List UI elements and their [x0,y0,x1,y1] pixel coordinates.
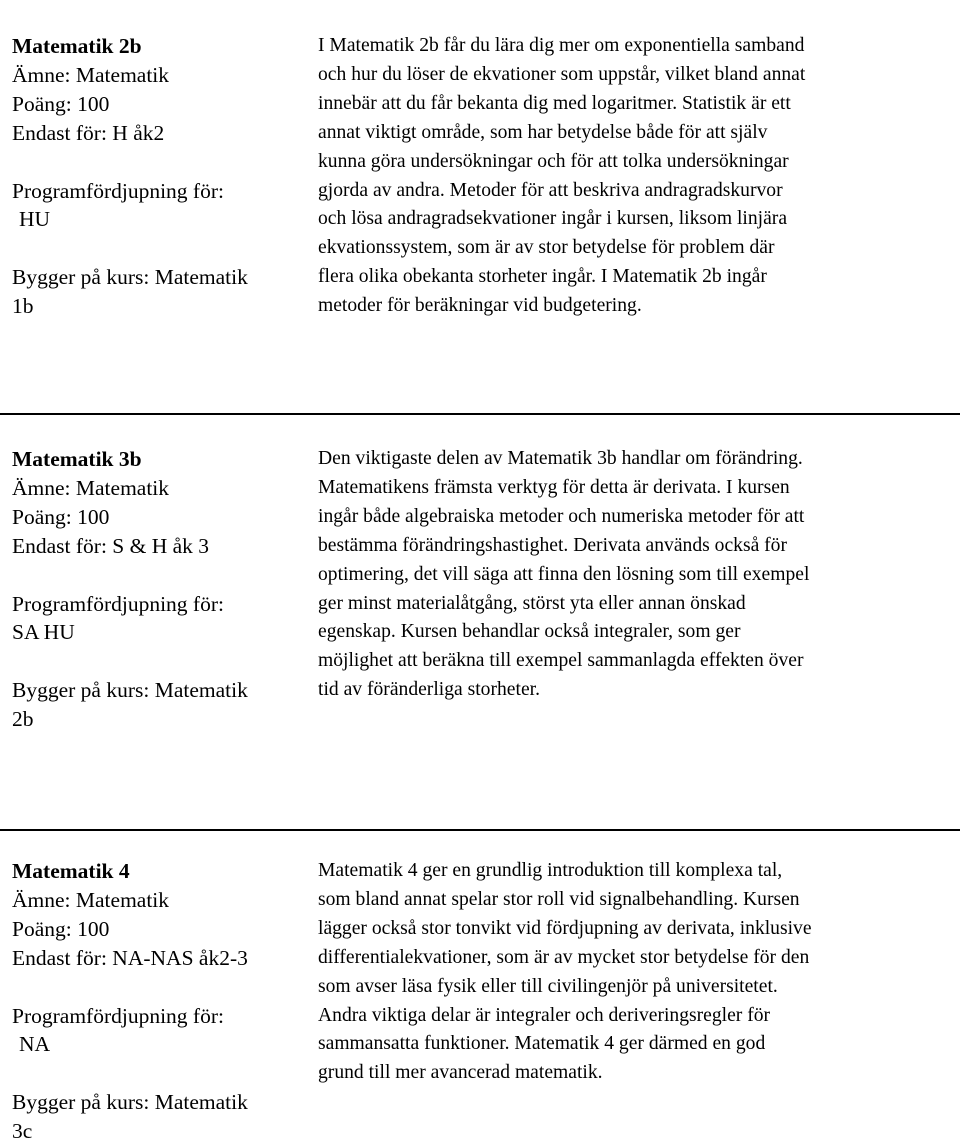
description-line: bestämma förändringshastighet. Derivata används också för [318,534,788,556]
description-line: annat viktigt område, som har betydelse både för att själv [318,121,768,143]
description-line: som avser läsa fysik eller till civilingenjör på universitetet. [318,975,778,997]
course-builds-on: Bygger på kurs: Matematik [12,265,248,290]
description-line: I Matematik 2b får du lära dig mer om exponentiella samband [318,35,805,56]
course-program-value: SA HU [12,620,75,645]
course-program-label: Programfördjupning för: [12,591,224,616]
spacer [12,234,297,263]
spacer [12,561,297,590]
description-line: ekvationssystem, som är av stor betydelse för problem där [318,237,775,259]
course-program-value: NA [19,1032,51,1057]
course-points: Poäng: 100 [12,504,110,529]
description-line: sammansatta funktioner. Matematik 4 ger därmed en god [318,1033,766,1055]
description-line: och lösa andragradsekvationer ingår i kursen, liksom linjära [318,208,788,230]
spacer [12,973,297,1002]
course-points: Poäng: 100 [12,91,110,116]
description-line: ger minst materialåtgång, störst yta eller annan önskad [318,592,746,614]
course-meta [12,445,297,734]
description-line: tid av föränderliga storheter. [318,679,540,701]
course-title: Matematik 2b [12,34,142,58]
course-subject: Ämne: Matematik [12,475,170,500]
course-title: Matematik 4 [12,859,130,883]
course-builds-on: Bygger på kurs: Matematik [12,678,248,703]
course-only-for: Endast för: H åk2 [12,120,165,145]
course-builds-on-course: 2b [12,707,34,732]
spacer [12,148,297,177]
spacer [12,647,297,676]
course-subject: Ämne: Matematik [12,887,170,912]
description-line: grund till mer avancerad matematik. [318,1062,603,1084]
course-title: Matematik 3b [12,447,142,471]
section-divider [0,829,960,831]
description-line: Matematikens främsta verktyg för detta är derivata. I kursen [318,476,790,498]
description-line: Matematik 4 ger en grundlig introduktion till komplexa tal, [318,860,783,881]
spacer [12,1059,297,1088]
course-builds-on-course: 1b [12,294,34,319]
description-line: Andra viktiga delar är integraler och deriveringsregler för [318,1004,771,1026]
description-line: kunna göra undersökningar och för att tolka undersökningar [318,150,789,172]
course-points: Poäng: 100 [12,916,110,941]
description-line: som bland annat spelar stor roll vid signalbehandling. Kursen [318,888,800,910]
course-program-label: Programfördjupning för: [12,1003,224,1028]
description-line: optimering, det vill säga att finna den lösning som till exempel [318,563,810,585]
course-only-for: Endast för: NA-NAS åk2-3 [12,945,248,970]
description-line: flera olika obekanta storheter ingår. I Matematik 2b ingår [318,266,767,288]
description-line: gjorda av andra. Metoder för att beskriva andragradskurvor [318,179,783,201]
description-line: lägger också stor tonvikt vid fördjupning av derivata, inklusive [318,917,812,939]
description-line: innebär att du får bekanta dig med logaritmer. Statistik är ett [318,92,791,114]
section-divider [0,413,960,415]
description-line: ingår både algebraiska metoder och numeriska metoder för att [318,505,805,527]
description-line: Den viktigaste delen av Matematik 3b handlar om förändring. [318,448,803,469]
course-program-value: HU [19,207,51,232]
description-line: metoder för beräkningar vid budgetering. [318,295,642,317]
description-line: differentialekvationer, som är av mycket stor betydelse för den [318,946,810,968]
course-meta [12,32,297,321]
course-program-label: Programfördjupning för: [12,178,224,203]
course-builds-on-course: 3c [12,1119,33,1144]
course-description [318,857,948,1088]
description-line: möjlighet att beräkna till exempel sammanlagda effekten över [318,650,804,672]
description-line: och hur du löser de ekvationer som uppstår, vilket bland annat [318,63,806,85]
description-line: egenskap. Kursen behandlar också integraler, som ger [318,621,741,643]
course-only-for: Endast för: S & H åk 3 [12,533,210,558]
course-subject: Ämne: Matematik [12,62,170,87]
course-description [318,445,948,705]
course-meta [12,857,297,1146]
course-description [318,32,948,321]
course-builds-on: Bygger på kurs: Matematik [12,1090,248,1115]
